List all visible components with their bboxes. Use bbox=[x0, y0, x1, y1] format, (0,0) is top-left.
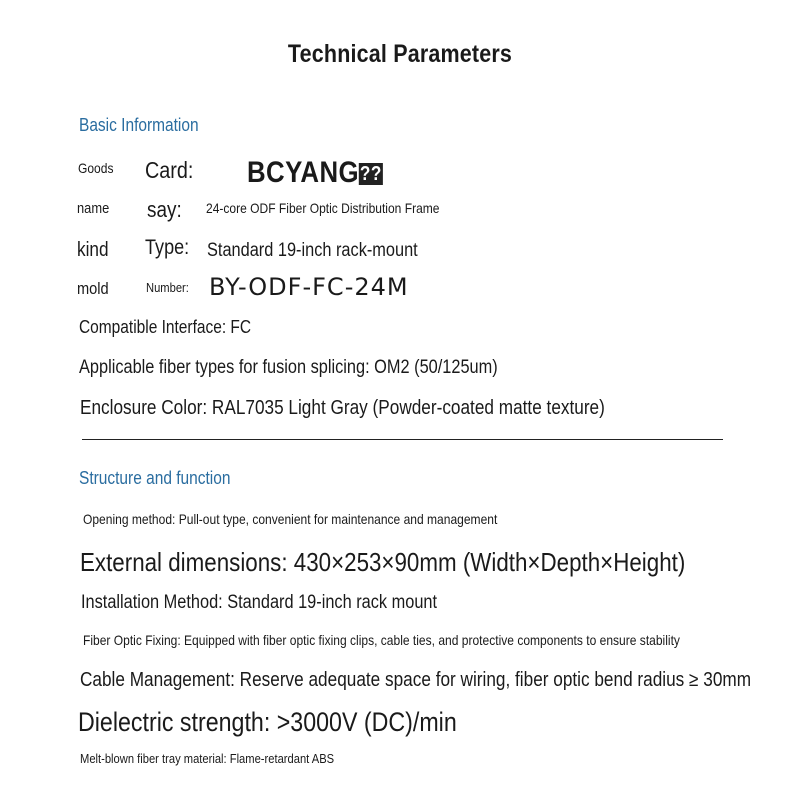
external-dimensions: External dimensions: 430×253×90mm (Width×Depth×Height) bbox=[80, 547, 686, 577]
dielectric-strength: Dielectric strength: >3000V (DC)/min bbox=[78, 707, 457, 737]
model-value: BY-ODF-FC-24M bbox=[209, 273, 409, 301]
label-mold: mold bbox=[77, 279, 109, 298]
label-type: Type: bbox=[145, 236, 190, 259]
type-value: Standard 19-inch rack-mount bbox=[207, 240, 418, 261]
brand-glyphs: ?? bbox=[359, 163, 382, 186]
label-say: say: bbox=[147, 197, 182, 222]
page-title: Technical Parameters bbox=[287, 40, 513, 68]
label-goods: Goods bbox=[78, 160, 114, 176]
product-name-value: 24-core ODF Fiber Optic Distribution Frame bbox=[206, 200, 440, 216]
label-kind: kind bbox=[77, 239, 109, 261]
basic-information-heading: Basic Information bbox=[79, 115, 199, 135]
applicable-fiber-types: Applicable fiber types for fusion splicing: OM2 (50/125um) bbox=[79, 357, 498, 378]
cable-management: Cable Management: Reserve adequate space for wiring, fiber optic bend radius ≥ 30mm bbox=[80, 669, 752, 691]
opening-method: Opening method: Pull-out type, convenient for maintenance and management bbox=[83, 511, 498, 527]
installation-method: Installation Method: Standard 19-inch rack mount bbox=[81, 592, 438, 613]
label-number: Number: bbox=[146, 280, 189, 295]
tray-material: Melt-blown fiber tray material: Flame-retardant ABS bbox=[80, 751, 335, 766]
section-divider bbox=[82, 439, 723, 440]
structure-function-heading: Structure and function bbox=[79, 468, 231, 488]
brand-value bbox=[247, 158, 383, 188]
label-name: name bbox=[77, 200, 110, 217]
fiber-optic-fixing: Fiber Optic Fixing: Equipped with fiber optic fixing clips, cable ties, and protective components to ensure stability bbox=[83, 632, 680, 648]
compatible-interface: Compatible Interface: FC bbox=[79, 317, 252, 337]
label-card: Card: bbox=[145, 157, 194, 183]
enclosure-color: Enclosure Color: RAL7035 Light Gray (Powder-coated matte texture) bbox=[80, 397, 605, 419]
brand-text: BCYANG bbox=[247, 156, 360, 189]
